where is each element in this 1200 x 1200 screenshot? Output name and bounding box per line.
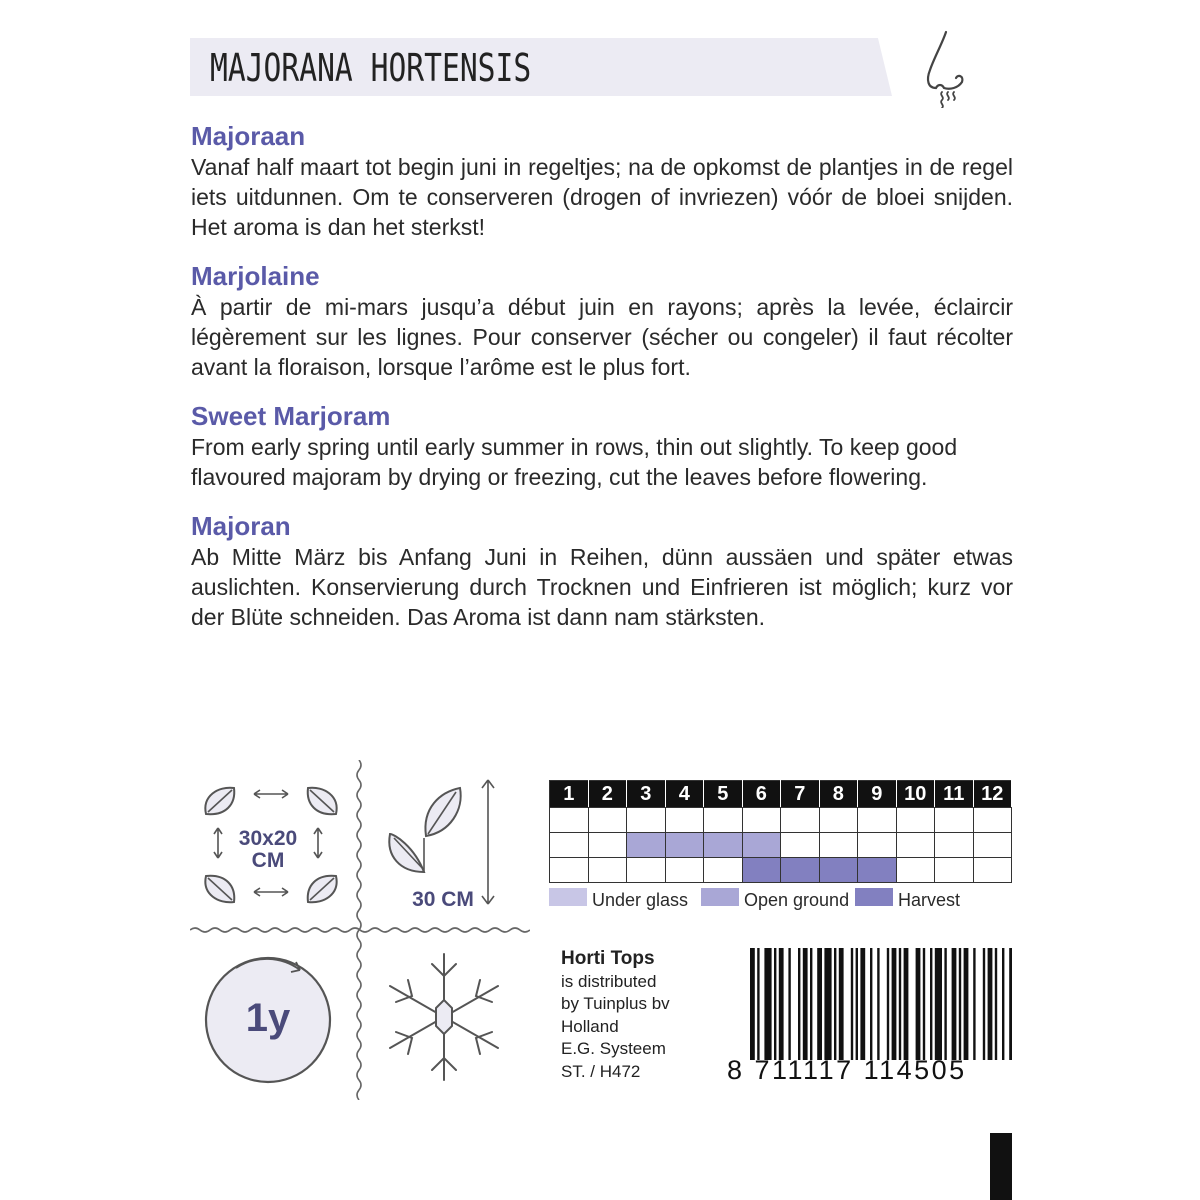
barcode-bar — [930, 948, 932, 1060]
snowflake-icon — [384, 950, 504, 1084]
barcode-bar — [988, 948, 993, 1060]
color-strip — [990, 1133, 1012, 1200]
barcode — [750, 948, 1012, 1060]
calendar-cell — [781, 833, 820, 858]
calendar-cell — [935, 808, 974, 833]
legend-swatch-harvest — [855, 888, 893, 906]
plant-height-icon — [384, 776, 504, 906]
calendar-cell — [896, 808, 935, 833]
calendar-cell — [588, 858, 627, 883]
section-english — [191, 400, 1013, 492]
month-cell: 11 — [935, 781, 974, 808]
section-heading: Sweet Marjoram — [191, 401, 391, 431]
calendar-cell — [627, 808, 666, 833]
distributor-line: ST. / H472 — [561, 1061, 641, 1081]
distributor-line: Holland — [561, 1016, 619, 1036]
barcode-bar — [839, 948, 844, 1060]
calendar-cell — [742, 833, 781, 858]
calendar-cell — [896, 858, 935, 883]
barcode-bar — [757, 948, 759, 1060]
calendar-cell — [742, 808, 781, 833]
barcode-bar — [899, 948, 901, 1060]
barcode-number: 8 711117 114505 — [727, 1055, 967, 1085]
section-heading: Marjolaine — [191, 261, 320, 291]
calendar-cell — [973, 808, 1012, 833]
distributor-line: E.G. Systeem — [561, 1039, 666, 1058]
barcode-bar — [817, 948, 822, 1060]
spacing-label: 30x20 CM — [238, 827, 298, 872]
barcode-bar — [774, 948, 776, 1060]
month-cell: 1 — [550, 781, 589, 808]
distributor-line: is distributed — [561, 971, 657, 991]
distributor-line: by Tuinplus bv — [561, 994, 670, 1013]
month-cell: 7 — [781, 781, 820, 808]
barcode-bar — [973, 948, 975, 1060]
month-cell: 6 — [742, 781, 781, 808]
barcode-bar — [750, 948, 755, 1060]
section-heading: Majoran — [191, 511, 291, 541]
barcode-bar — [923, 948, 925, 1060]
calendar-cell — [781, 808, 820, 833]
calendar-cell — [550, 833, 589, 858]
calendar-cell — [550, 808, 589, 833]
barcode-bar — [851, 948, 853, 1060]
barcode-bar — [798, 948, 800, 1060]
horizontal-divider — [190, 923, 530, 937]
calendar-cell — [781, 858, 820, 883]
month-cell: 4 — [665, 781, 704, 808]
calendar-cell — [819, 808, 858, 833]
month-cell: 9 — [858, 781, 897, 808]
height-label: 30 CM — [412, 888, 474, 911]
barcode-bar — [952, 948, 957, 1060]
barcode-bar — [834, 948, 836, 1060]
calendar-cell — [704, 833, 743, 858]
legend-label: Open ground — [744, 890, 850, 910]
barcode-bar — [964, 948, 969, 1060]
calendar-cell — [588, 833, 627, 858]
month-cell: 2 — [588, 781, 627, 808]
barcode-bar — [892, 948, 897, 1060]
calendar-cell — [704, 808, 743, 833]
calendar-cell — [858, 858, 897, 883]
description-content — [191, 120, 1013, 650]
barcode-bar — [870, 948, 872, 1060]
calendar-cell — [588, 808, 627, 833]
barcode-bar — [983, 948, 985, 1060]
legend-label: Harvest — [898, 890, 961, 910]
calendar-cell — [858, 808, 897, 833]
nose-smell-icon — [918, 28, 974, 108]
barcode-bar — [860, 948, 865, 1060]
barcode-bar — [1002, 948, 1004, 1060]
calendar-cell — [973, 858, 1012, 883]
barcode-bar — [764, 948, 771, 1060]
section-text: Ab Mitte März bis Anfang Juni in Reihen, dünn aussäen und später etwas auslichten. Konservierung durch Trocknen und Einfrieren ist möglich; kurz vor der Blüte schneiden. Das Aroma ist dann nam stärksten. — [191, 544, 1013, 630]
barcode-bar — [877, 948, 879, 1060]
legend-label: Under glass — [592, 890, 689, 910]
legend-swatch-open-ground — [701, 888, 739, 906]
page-title: MAJORANA HORTENSIS — [210, 46, 532, 90]
month-cell: 8 — [819, 781, 858, 808]
section-german — [191, 510, 1013, 632]
month-cell: 12 — [973, 781, 1012, 808]
calendar-cell — [819, 858, 858, 883]
calendar-cell — [973, 833, 1012, 858]
section-text: À partir de mi-mars jusqu’a début juin en rayons; après la levée, éclaircir légèrement sur les lignes. Pour conserver (sécher ou congeler) il faut récolter avant la floraison, lorsque l’arôme est le plus fort. — [191, 294, 1013, 380]
calendar-row-under-glass — [550, 808, 1012, 833]
calendar-cell — [819, 833, 858, 858]
barcode-bar — [887, 948, 889, 1060]
barcode-bar — [935, 948, 942, 1060]
section-heading: Majoraan — [191, 121, 306, 151]
calendar-cell — [627, 858, 666, 883]
barcode-bar — [824, 948, 831, 1060]
calendar-months-row — [550, 781, 1012, 808]
lifecycle-label: 1y — [245, 996, 291, 1040]
calendar-cell — [627, 833, 666, 858]
brand-name: Horti Tops — [561, 948, 655, 969]
calendar-cell — [935, 858, 974, 883]
calendar-cell — [704, 858, 743, 883]
calendar-cell — [665, 833, 704, 858]
distributor-info — [561, 948, 670, 1083]
barcode-bar — [916, 948, 921, 1060]
barcode-bar — [904, 948, 909, 1060]
barcode-bar — [959, 948, 961, 1060]
calendar-cell — [742, 858, 781, 883]
barcode-bar — [1009, 948, 1012, 1060]
section-text: Vanaf half maart tot begin juni in regeltjes; na de opkomst de plantjes in de regel iets uitdunnen. Om te conserveren (drogen of invriezen) vóór de bloei snijden. Het aroma is dan het sterkst! — [191, 154, 1013, 240]
barcode-bar — [788, 948, 790, 1060]
month-cell: 10 — [896, 781, 935, 808]
barcode-bar — [944, 948, 946, 1060]
barcode-bar — [779, 948, 784, 1060]
sowing-calendar — [549, 780, 1012, 883]
calendar-row-harvest — [550, 858, 1012, 883]
section-text: From early spring until early summer in rows, thin out slightly. To keep good flavoured majoram by drying or freezing, cut the leaves before flowering. — [191, 434, 958, 490]
calendar-cell — [665, 808, 704, 833]
barcode-bar — [803, 948, 808, 1060]
legend-swatch-under-glass — [549, 888, 587, 906]
calendar-cell — [550, 858, 589, 883]
month-cell: 3 — [627, 781, 666, 808]
month-cell: 5 — [704, 781, 743, 808]
section-french — [191, 260, 1013, 382]
calendar-row-open-ground — [550, 833, 1012, 858]
barcode-bar — [856, 948, 858, 1060]
calendar-cell — [935, 833, 974, 858]
calendar-cell — [896, 833, 935, 858]
calendar-cell — [858, 833, 897, 858]
barcode-bar — [995, 948, 997, 1060]
barcode-bar — [810, 948, 812, 1060]
calendar-cell — [665, 858, 704, 883]
section-dutch — [191, 120, 1013, 242]
